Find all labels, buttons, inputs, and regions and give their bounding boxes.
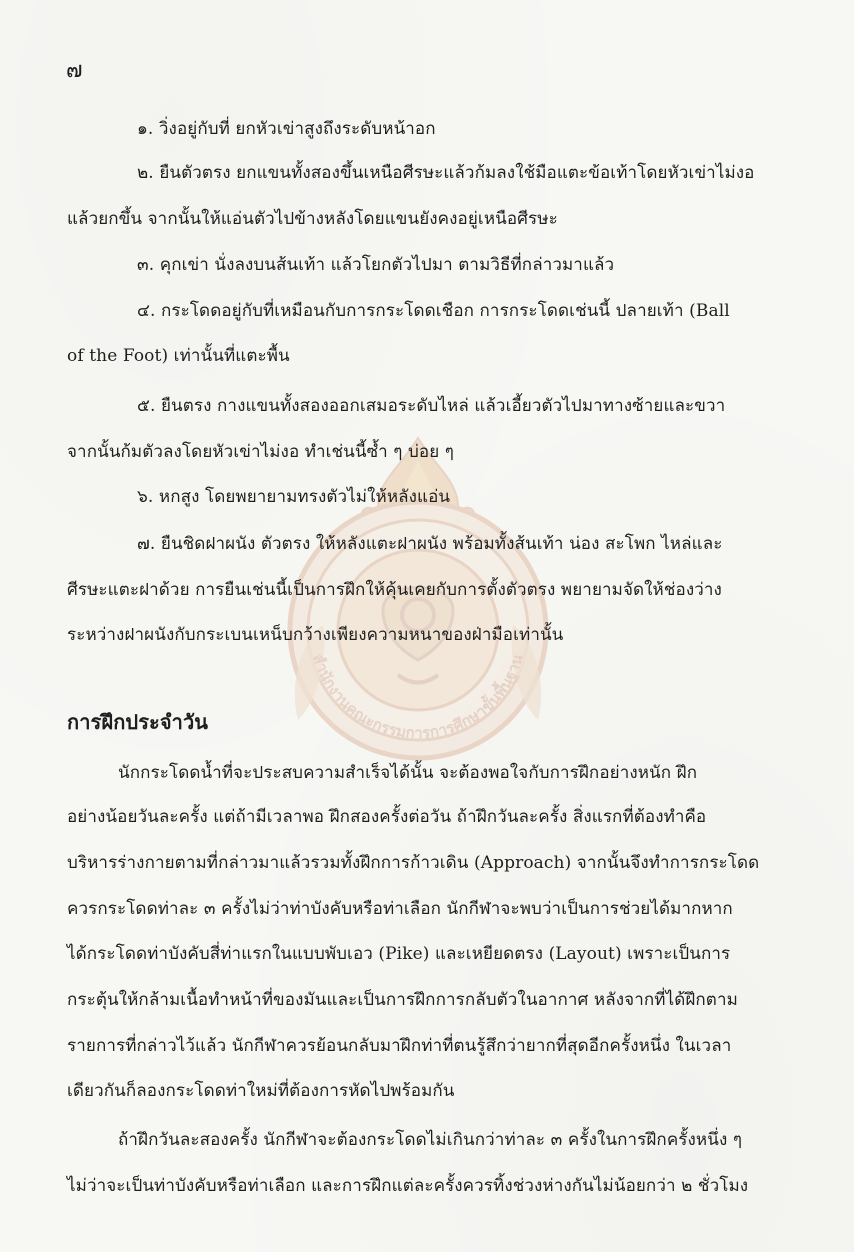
paragraph-line-5: ได้กระโดดท่าบังคับสี่ท่าแรกในแบบพับเอว (Pike) และเหยียดตรง (Layout) เพราะเป็นการ xyxy=(67,944,731,964)
section-heading: การฝึกประจำวัน xyxy=(67,710,209,734)
paragraph-line-4: ควรกระโดดท่าละ ๓ ครั้งไม่ว่าท่าบังคับหรือท่าเลือก นักกีฬาจะพบว่าเป็นการช่วยได้มากหาก xyxy=(67,899,733,919)
list-item-3: ๓. คุกเข่า นั่งลงบนส้นเท้า แล้วโยกตัวไปมา ตามวิธีที่กล่าวมาแล้ว xyxy=(137,255,615,275)
list-item-4: ๔. กระโดดอยู่กับที่เหมือนกับการกระโดดเชือก การกระโดดเช่นนี้ ปลายเท้า (Ball xyxy=(137,301,730,321)
paragraph-line-8: เดียวกันก็ลองกระโดดท่าใหม่ที่ต้องการหัดไปพร้อมกัน xyxy=(67,1081,455,1101)
paragraph-line-9: ถ้าฝึกวันละสองครั้ง นักกีฬาจะต้องกระโดดไม่เกินกว่าท่าละ ๓ ครั้งในการฝึกครั้งหนึ่ง ๆ xyxy=(118,1130,743,1150)
paragraph-line-1: นักกระโดดน้ำที่จะประสบความสำเร็จได้นั้น จะต้องพอใจกับการฝึกอย่างหนัก ฝึก xyxy=(118,763,698,783)
list-item-5-cont: จากนั้นก้มตัวลงโดยหัวเข่าไม่งอ ทำเช่นนี้ซ้ำ ๆ บ่อย ๆ xyxy=(67,442,455,462)
paragraph-line-10: ไม่ว่าจะเป็นท่าบังคับหรือท่าเลือก และการฝึกแต่ละครั้งควรทิ้งช่วงห่างกันไม่น้อยกว่า ๒ ชั่วโมง xyxy=(67,1176,749,1196)
list-item-6: ๖. หกสูง โดยพยายามทรงตัวไม่ให้หลังแอ่น xyxy=(137,487,451,507)
list-item-2-cont: แล้วยกขึ้น จากนั้นให้แอ่นตัวไปข้างหลังโดยแขนยังคงอยู่เหนือศีรษะ xyxy=(67,209,558,229)
seal-watermark-icon xyxy=(258,420,578,780)
paragraph-line-3: บริหารร่างกายตามที่กล่าวมาแล้วรวมทั้งฝึกการก้าวเดิน (Approach) จากนั้นจึงทำการกระโดด xyxy=(67,853,760,873)
list-item-7-cont-2: ระหว่างฝาผนังกับกระเบนเหน็บกว้างเพียงความหนาของฝ่ามือเท่านั้น xyxy=(67,625,564,645)
svg-text:สำนักงานคณะกรรมการการศึกษาขั้น xyxy=(309,652,527,742)
watermark-text: สำนักงานคณะกรรมการการศึกษาขั้นพื้นฐาน xyxy=(309,651,527,743)
list-item-1: ๑. วิ่งอยู่กับที่ ยกหัวเข่าสูงถึงระดับหน้าอก xyxy=(137,119,436,139)
list-item-7: ๗. ยืนชิดฝาผนัง ตัวตรง ให้หลังแตะฝาผนัง พร้อมทั้งส้นเท้า น่อง สะโพก ไหล่และ xyxy=(137,534,723,554)
paragraph-line-7: รายการที่กล่าวไว้แล้ว นักกีฬาควรย้อนกลับมาฝึกท่าที่ตนรู้สึกว่ายากที่สุดอีกครั้งหนึ่ง ในเวลา xyxy=(67,1036,732,1056)
paragraph-line-6: กระตุ้นให้กล้ามเนื้อทำหน้าที่ของมันและเป็นการฝึกการกลับตัวในอากาศ หลังจากที่ได้ฝึกตาม xyxy=(67,990,738,1010)
paragraph-line-2: อย่างน้อยวันละครั้ง แต่ถ้ามีเวลาพอ ฝึกสองครั้งต่อวัน ถ้าฝึกวันละครั้ง สิ่งแรกที่ต้องทำคือ xyxy=(67,807,707,827)
list-item-4-cont: of the Foot) เท่านั้นที่แตะพื้น xyxy=(67,346,290,366)
list-item-7-cont-1: ศีรษะแตะฝาด้วย การยืนเช่นนี้เป็นการฝึกให้คุ้นเคยกับการตั้งตัวตรง พยายามจัดให้ช่องว่าง xyxy=(67,580,722,600)
page-number: ๗ xyxy=(66,58,83,83)
list-item-5: ๕. ยืนตรง กางแขนทั้งสองออกเสมอระดับไหล่ แล้วเอี้ยวตัวไปมาทางซ้ายและขวา xyxy=(137,396,726,416)
list-item-2: ๒. ยืนตัวตรง ยกแขนทั้งสองขึ้นเหนือศีรษะแล้วก้มลงใช้มือแตะข้อเท้าโดยหัวเข่าไม่งอ xyxy=(137,163,755,183)
